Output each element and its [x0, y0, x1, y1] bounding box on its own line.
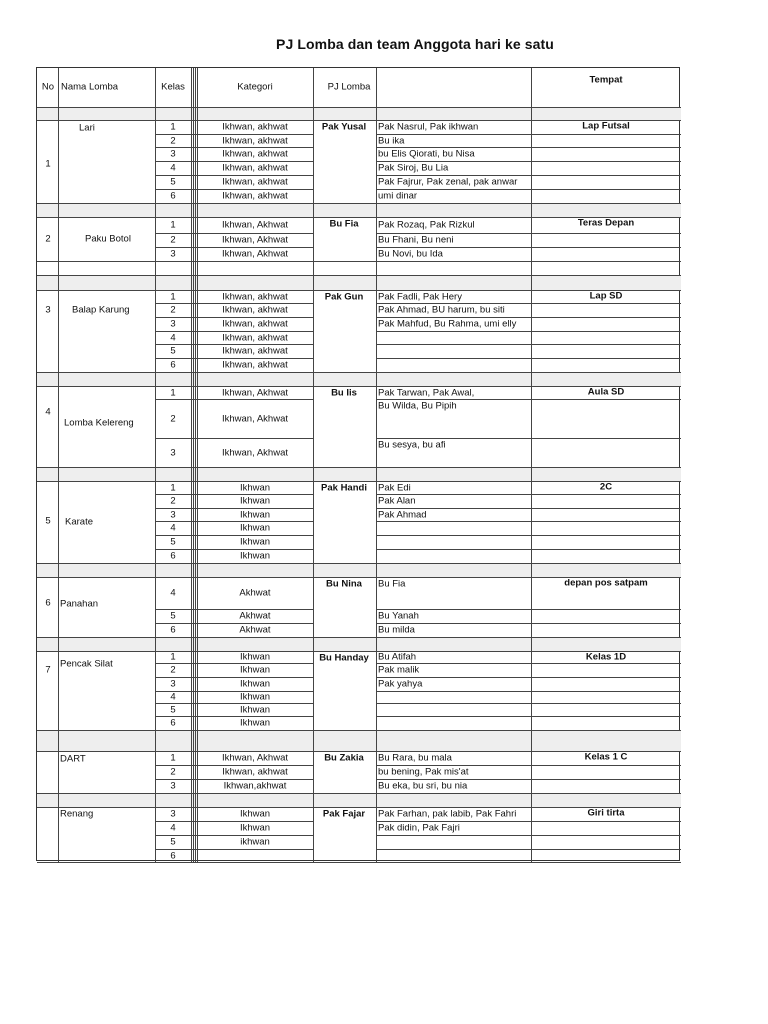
anggota-cell: Pak Mahfud, Bu Rahma, umi elly: [378, 318, 517, 330]
row-divider: [155, 508, 313, 509]
anggota-cell: Pak Farhan, pak labib, Pak Fahri: [378, 808, 517, 820]
kelas-cell: 3: [170, 509, 176, 520]
row-divider: [37, 730, 681, 731]
row-divider: [155, 849, 313, 850]
anggota-cell: Bu sesya, bu afi: [378, 439, 446, 451]
column-divider: [531, 68, 532, 862]
kelas-cell: 5: [170, 704, 176, 715]
kelas-cell: 2: [170, 234, 176, 246]
kategori-cell: ikhwan: [240, 836, 270, 848]
kategori-cell: Ikhwan, akhwat: [222, 135, 288, 146]
kelas-cell: 1: [170, 752, 176, 764]
pj-lomba: Pak Fajar: [322, 808, 366, 820]
kategori-cell: Ikhwan: [239, 482, 271, 493]
kategori-cell: Ikhwan, Akhwat: [221, 234, 289, 246]
kelas-cell: 1: [170, 291, 176, 302]
kelas-cell: 3: [170, 780, 176, 792]
tempat: Teras Depan: [577, 217, 635, 229]
kategori-cell: Ikhwan: [239, 808, 271, 820]
pj-lomba: Pak Handi: [321, 482, 367, 494]
kategori-cell: Ikhwan, akhwat: [222, 345, 288, 357]
kelas-cell: 4: [170, 691, 176, 703]
anggota-cell: Pak Fadli, Pak Hery: [378, 291, 462, 302]
anggota-cell: Pak Ahmad, BU harum, bu siti: [378, 304, 505, 316]
row-divider: [37, 637, 681, 638]
kelas-cell: 3: [170, 248, 176, 260]
kelas-cell: 4: [170, 822, 176, 834]
row-divider: [155, 535, 313, 536]
kategori-cell: Ikhwan, akhwat: [222, 121, 288, 133]
kategori-cell: Ikhwan, Akhwat: [221, 447, 289, 458]
kategori-cell: Ikhwan, Akhwat: [221, 752, 289, 764]
kategori-cell: Ikhwan: [239, 495, 271, 507]
column-divider: [191, 68, 192, 862]
anggota-cell: umi dinar: [378, 190, 418, 202]
kelas-cell: 2: [170, 304, 176, 316]
anggota-cell: bu bening, Pak mis'at: [378, 766, 469, 778]
kategori-cell: Ikhwan: [239, 550, 271, 562]
row-divider: [376, 535, 681, 536]
tempat: depan pos satpam: [564, 577, 648, 589]
row-divider: [37, 372, 681, 373]
lomba-name: DART: [60, 753, 86, 765]
kelas-cell: 4: [170, 332, 176, 343]
anggota-cell: Bu Wilda, Bu Pipih: [378, 400, 457, 412]
kategori-cell: Akhwat: [239, 587, 271, 599]
row-divider: [376, 623, 681, 624]
kategori-cell: Ikhwan, Akhwat: [221, 248, 289, 260]
kelas-cell: 2: [170, 413, 176, 424]
anggota-cell: Bu ika: [378, 135, 405, 146]
row-divider: [155, 677, 313, 678]
anggota-cell: Pak Rozaq, Pak Rizkul: [378, 219, 475, 231]
lomba-name: Paku Botol: [85, 233, 131, 245]
kelas-cell: 4: [170, 587, 176, 599]
row-divider: [155, 623, 313, 624]
row-divider: [376, 494, 681, 495]
kategori-cell: Ikhwan, akhwat: [222, 332, 288, 343]
anggota-cell: Bu Atifah: [378, 651, 417, 663]
kategori-cell: Ikhwan, akhwat: [222, 190, 288, 202]
kategori-cell: Akhwat: [239, 610, 271, 622]
row-divider: [37, 386, 681, 387]
kategori-cell: Akhwat: [239, 624, 271, 636]
row-divider: [376, 716, 681, 717]
kategori-cell: Ikhwan, akhwat: [222, 766, 288, 778]
row-divider: [376, 549, 681, 550]
row-divider: [155, 438, 313, 439]
row-divider: [155, 691, 313, 692]
column-divider: [313, 68, 314, 862]
tempat: 2C: [599, 481, 613, 493]
schedule-table: [36, 67, 680, 861]
header-kategori: Kategori: [237, 81, 273, 93]
kategori-cell: Ikhwan, akhwat: [222, 291, 288, 302]
row-divider: [155, 703, 313, 704]
kelas-cell: 3: [170, 318, 176, 330]
kategori-cell: Ikhwan, Akhwat: [221, 413, 289, 424]
pj-lomba: Pak Yusal: [321, 121, 367, 133]
kategori-cell: Ikhwan, akhwat: [222, 176, 288, 188]
lomba-name: Balap Karung: [72, 304, 130, 316]
kelas-cell: 3: [170, 148, 176, 160]
row-divider: [376, 691, 681, 692]
row-divider: [376, 189, 681, 190]
kelas-cell: 2: [170, 664, 176, 676]
group-spacer: [37, 275, 681, 290]
group-number: 6: [45, 597, 51, 609]
row-divider: [155, 716, 313, 717]
row-divider: [155, 521, 313, 522]
row-divider: [155, 835, 313, 836]
row-divider: [37, 275, 681, 276]
row-divider: [37, 261, 681, 262]
row-divider: [37, 793, 681, 794]
row-divider: [155, 399, 313, 400]
anggota-cell: bu Elis Qiorati, bu Nisa: [378, 148, 475, 160]
anggota-cell: Pak Tarwan, Pak Awal,: [378, 387, 475, 398]
group-spacer: [37, 637, 681, 651]
row-divider: [37, 467, 681, 468]
lomba-name: Karate: [65, 516, 93, 528]
column-divider: [155, 68, 156, 862]
group-spacer: [37, 563, 681, 577]
kategori-cell: Ikhwan, Akhwat: [221, 387, 289, 398]
anggota-cell: Bu eka, bu sri, bu nia: [378, 780, 468, 792]
kelas-cell: 6: [170, 717, 176, 729]
kelas-cell: 5: [170, 345, 176, 357]
kategori-cell: Ikhwan: [239, 822, 271, 834]
kelas-cell: 1: [170, 121, 176, 133]
row-divider: [376, 849, 681, 850]
row-divider: [37, 107, 681, 108]
kategori-cell: Ikhwan,akhwat: [223, 780, 287, 792]
kategori-cell: Ikhwan, akhwat: [222, 162, 288, 174]
anggota-cell: Pak yahya: [378, 678, 423, 690]
kelas-cell: 1: [170, 482, 176, 493]
group-number: 1: [45, 158, 51, 170]
anggota-cell: Bu milda: [378, 624, 415, 636]
column-divider: [197, 68, 198, 862]
kelas-cell: 6: [170, 850, 176, 861]
header-tempat: Tempat: [589, 74, 623, 86]
lomba-name: Panahan: [60, 598, 99, 610]
anggota-cell: Pak Nasrul, Pak ikhwan: [378, 121, 479, 133]
group-number: 7: [45, 664, 51, 676]
row-divider: [376, 331, 681, 332]
kelas-cell: 3: [170, 678, 176, 690]
kelas-cell: 5: [170, 176, 176, 188]
group-number: 4: [45, 406, 51, 418]
group-spacer: [37, 372, 681, 386]
group-spacer: [37, 793, 681, 807]
kategori-cell: Ikhwan, Akhwat: [221, 219, 289, 231]
kategori-cell: Ikhwan, akhwat: [222, 359, 288, 371]
anggota-cell: Bu Novi, bu Ida: [378, 248, 443, 260]
kategori-cell: Ikhwan: [239, 678, 271, 690]
anggota-cell: Pak Alan: [378, 495, 416, 507]
column-divider: [193, 68, 194, 862]
group-spacer: [37, 107, 681, 120]
pj-lomba: Bu Fia: [329, 218, 359, 230]
kelas-cell: 2: [170, 495, 176, 507]
column-divider: [195, 68, 196, 862]
header-nama-lomba: Nama Lomba: [61, 81, 119, 93]
kelas-cell: 2: [170, 766, 176, 778]
kategori-cell: Ikhwan: [239, 509, 271, 520]
row-divider: [37, 203, 681, 204]
kelas-cell: 4: [170, 162, 176, 174]
kelas-cell: 6: [170, 359, 176, 371]
row-divider: [155, 663, 313, 664]
row-divider: [376, 344, 681, 345]
kelas-cell: 2: [170, 135, 176, 146]
pj-lomba: Bu Zakia: [324, 752, 364, 764]
kategori-cell: Ikhwan: [239, 704, 271, 715]
page-title: PJ Lomba dan team Anggota hari ke satu: [276, 36, 554, 52]
tempat: Lap Futsal: [582, 120, 630, 132]
group-spacer: [37, 467, 681, 481]
row-divider: [376, 663, 681, 664]
group-number: 2: [45, 233, 51, 245]
anggota-cell: Bu Yanah: [378, 610, 419, 622]
pj-lomba: Bu Handay: [319, 652, 369, 664]
anggota-cell: Pak malik: [378, 664, 420, 676]
anggota-cell: Bu Rara, bu mala: [378, 752, 452, 764]
kelas-cell: 6: [170, 550, 176, 562]
column-divider: [376, 68, 377, 862]
kategori-cell: Ikhwan: [239, 651, 271, 663]
group-number: 5: [45, 515, 51, 527]
row-divider: [376, 835, 681, 836]
kategori-cell: Ikhwan, akhwat: [222, 318, 288, 330]
group-spacer: [37, 203, 681, 217]
row-divider: [155, 549, 313, 550]
kelas-cell: 3: [170, 447, 176, 458]
header-pj-lomba: PJ Lomba: [327, 81, 371, 93]
anggota-cell: Pak Fajrur, Pak zenal, pak anwar: [378, 176, 518, 188]
anggota-cell: Pak Edi: [378, 482, 411, 493]
kategori-cell: Ikhwan: [239, 691, 271, 703]
anggota-cell: Pak didin, Pak Fajri: [378, 822, 460, 834]
column-divider: [58, 68, 59, 862]
row-divider: [376, 703, 681, 704]
row-divider: [376, 609, 681, 610]
row-divider: [37, 563, 681, 564]
tempat: Kelas 1D: [585, 651, 627, 663]
row-divider: [155, 609, 313, 610]
anggota-cell: Pak Ahmad: [378, 509, 427, 520]
header-kelas: Kelas: [161, 81, 185, 93]
row-divider: [155, 494, 313, 495]
row-divider: [155, 821, 313, 822]
kategori-cell: Ikhwan: [239, 536, 271, 548]
kelas-cell: 1: [170, 219, 176, 231]
kelas-cell: 3: [170, 808, 176, 820]
kategori-cell: Ikhwan: [239, 664, 271, 676]
tempat: Giri tirta: [587, 807, 625, 819]
kategori-cell: Ikhwan: [239, 522, 271, 534]
row-divider: [37, 862, 681, 863]
kelas-cell: 6: [170, 624, 176, 636]
lomba-name: Pencak Silat: [60, 658, 113, 670]
row-divider: [376, 521, 681, 522]
lomba-name: Lari: [79, 122, 95, 134]
kelas-cell: 5: [170, 536, 176, 548]
pj-lomba: Pak Gun: [324, 291, 364, 303]
tempat: Aula SD: [587, 386, 625, 398]
tempat: Kelas 1 C: [584, 751, 628, 763]
group-number: 3: [45, 304, 51, 316]
anggota-cell: Pak Siroj, Bu Lia: [378, 162, 449, 174]
kategori-cell: Ikhwan, akhwat: [222, 304, 288, 316]
kelas-cell: 6: [170, 190, 176, 202]
kelas-cell: 5: [170, 610, 176, 622]
kategori-cell: Ikhwan, akhwat: [222, 148, 288, 160]
pj-lomba: Bu Iis: [331, 387, 357, 399]
tempat: Lap SD: [589, 290, 623, 302]
lomba-name: Renang: [60, 808, 94, 820]
kelas-cell: 1: [170, 387, 176, 398]
kelas-cell: 5: [170, 836, 176, 848]
anggota-cell: Bu Fhani, Bu neni: [378, 234, 454, 246]
anggota-cell: Bu Fia: [378, 578, 406, 590]
row-divider: [376, 134, 681, 135]
lomba-name: Lomba Kelereng: [64, 417, 134, 429]
group-spacer: [37, 730, 681, 751]
pj-lomba: Bu Nina: [326, 578, 362, 590]
header-no: No: [41, 81, 55, 93]
kelas-cell: 1: [170, 651, 176, 663]
row-divider: [376, 358, 681, 359]
kelas-cell: 4: [170, 522, 176, 534]
kategori-cell: Ikhwan: [239, 717, 271, 729]
